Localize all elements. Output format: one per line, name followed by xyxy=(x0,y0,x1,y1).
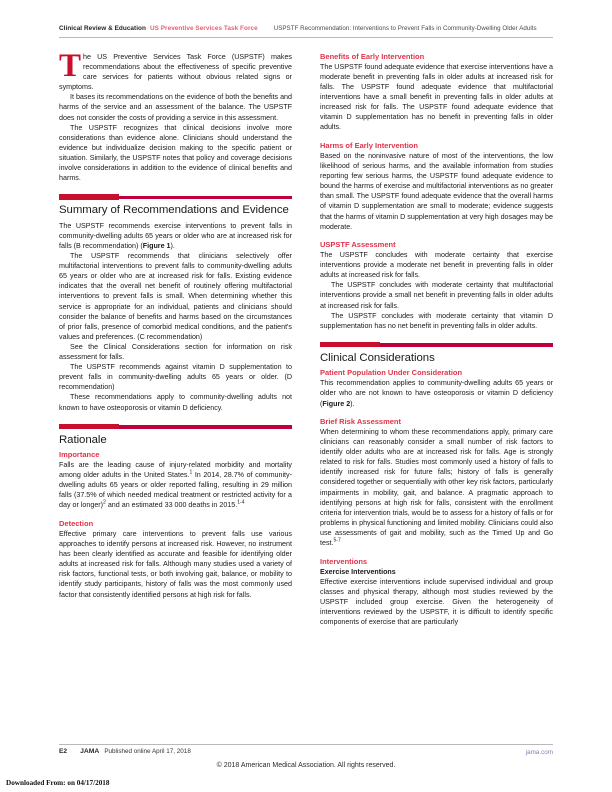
detection-paragraph: Effective primary care interventions to prevent falls use various approaches to identify persons at increased risk. However, no instrument has been clearly identified as accurate and feasible for identifying older adults at increased risk for falls. Although many studies used a variety of risk factors, functional tests, or both involving gait, balance, or mobility to identify study participants, history of falls was the most commonly used factor that consistently identified persons at high risk for falls. xyxy=(59,529,292,599)
running-head-section: Clinical Review & Education xyxy=(59,25,146,32)
summary-paragraph-3: See the Clinical Considerations section for information on risk assessment for falls. xyxy=(59,342,292,362)
benefits-subheading: Benefits of Early Intervention xyxy=(320,52,425,61)
drop-cap: T xyxy=(59,48,82,84)
summary-paragraph-4: The USPSTF recommends against vitamin D supplementation to prevent falls in community-dwelling adults 65 years or older. (D recommendation) xyxy=(59,363,292,392)
rationale-section-rule xyxy=(59,425,292,429)
intro-paragraph-1-text: he US Preventive Services Task Force (USPSTF) makes recommendations about the effectiveness of specific preventive care services for patients without obvious related signs or symptoms. xyxy=(59,53,292,92)
footer-divider xyxy=(59,744,553,745)
clinical-considerations-section-rule xyxy=(320,343,553,347)
patient-population-text-b: ). xyxy=(350,399,355,408)
figure-1-reference[interactable]: Figure 1 xyxy=(142,242,171,250)
intro-paragraph-1 xyxy=(59,48,292,92)
citation-ref-5-7[interactable]: 5-7 xyxy=(333,537,341,544)
figure-2-reference[interactable]: Figure 2 xyxy=(322,399,351,408)
importance-text-a: Falls are the leading cause of injury-related morbidity and mortality among older adults in the United States. xyxy=(59,461,292,480)
assessment-paragraph-2: The USPSTF concludes with moderate certainty that multifactorial interventions provide a small net benefit in preventing falls in older adults at increased risk for falls. xyxy=(320,281,553,310)
footer-website-link[interactable]: jama.com xyxy=(525,748,553,756)
summary-section-heading: Summary of Recommendations and Evidence xyxy=(59,204,289,217)
importance-paragraph xyxy=(59,460,292,510)
intro-paragraph-3: The USPSTF recognizes that clinical decisions involve more considerations than evidence alone. Clinicians should understand the evidence but individualize decision making to the specific patient or situation. Similarly, the USPSTF notes that policy and coverage decisions involve considerations in addition to the evidence of clinical benefits and harms. xyxy=(59,123,292,183)
interventions-subheading: Interventions xyxy=(320,556,368,566)
brief-risk-assessment-text: When determining to whom these recommendations apply, primary care clinicians can reasonably consider a small number of risk factors to identify older adults who are at increased risk for falls. Age is strongly related to risk for falls. Studies most commonly used a history of falls to identify increased risk for future falls; history of falls is generally considered together or sequentially with other key risk factors, particularly impairments in mobility, gait, and balance. A pragmatic approach to identifying persons at high risk for falls, consistent with the enrollment criteria for intervention trials, would be to assess for a history of falls or for problems in physical functioning and limited mobility. Clinicians could also use assessments of gait and mobility, such as the Timed Up and Go test. xyxy=(320,427,553,548)
running-head-divider xyxy=(59,37,553,38)
downloaded-from-stamp: Downloaded From: on 04/17/2018 xyxy=(6,779,110,787)
brief-risk-assessment-subheading: Brief Risk Assessment xyxy=(320,417,402,427)
detection-subheading: Detection xyxy=(59,519,94,529)
harms-subheading: Harms of Early Intervention xyxy=(320,141,418,151)
citation-ref-1[interactable]: 1 xyxy=(189,469,193,476)
citation-ref-1-4[interactable]: 1-4 xyxy=(237,500,245,507)
assessment-paragraph-3: The USPSTF concludes with moderate certainty that vitamin D supplementation has no net benefit in preventing falls in older adults. xyxy=(320,311,553,330)
clinical-considerations-heading: Clinical Considerations xyxy=(320,351,435,364)
footer-publication-date: Published online April 17, 2018 xyxy=(104,748,191,755)
right-column xyxy=(320,52,553,627)
summary-paragraph-1-text-b: ). xyxy=(170,242,175,250)
footer-journal-name: JAMA xyxy=(80,748,100,755)
exercise-interventions-subheading: Exercise Interventions xyxy=(320,567,396,576)
page-footer xyxy=(59,748,553,755)
importance-subheading: Importance xyxy=(59,450,100,460)
summary-paragraph-2: The USPSTF recommends that clinicians selectively offer multifactorial interventions to prevent falls to community-dwelling adults 65 years or older who are at increased risk for falls. Existing evidence indicates that the overall net benefit of routinely offering multifactorial interventions to prevent falls is small. When determining whether this service is appropriate for an individual, patients and clinicians should consider the balance of benefits and harms based on the circumstances of prior falls, presence of comorbid medical conditions, and the patient's values and preferences. (C recommendation) xyxy=(59,252,292,341)
summary-paragraph-5: These recommendations apply to community-dwelling adults not known to have osteoporosis or vitamin D deficiency. xyxy=(59,393,292,412)
summary-paragraph-1-text-a: The USPSTF recommends exercise interventions to prevent falls in community-dwelling adults 65 years or older who are at increased risk for falls (B recommendation) ( xyxy=(59,221,292,250)
rationale-section-heading: Rationale xyxy=(59,433,107,446)
patient-population-text-a: This recommendation applies to community-dwelling adults 65 years or older who are not known to have osteoporosis or vitamin D deficiency ( xyxy=(320,379,553,408)
copyright-notice: © 2018 American Medical Association. All rights reserved. xyxy=(216,762,396,769)
benefits-paragraph: The USPSTF found adequate evidence that exercise interventions have a moderate benefit in preventing falls in older adults at increased risk for falls. The USPSTF found adequate evidence that multifactorial interventions have a small benefit in preventing falls in older adults at increased risk for falls. The USPSTF found adequate evidence that vitamin D supplementation has no benefit in preventing falls in older adults. xyxy=(320,62,554,132)
footer-page-number: E2 xyxy=(59,748,68,755)
citation-ref-2[interactable]: 2 xyxy=(103,500,106,507)
assessment-paragraph-1: The USPSTF concludes with moderate certainty that exercise interventions provide a moderate net benefit in preventing falls in older adults at increased risk for falls. xyxy=(320,251,553,280)
summary-paragraph-1 xyxy=(59,221,292,251)
brief-risk-assessment-paragraph xyxy=(320,427,553,548)
running-head xyxy=(59,25,553,32)
intro-paragraph-2: It bases its recommendations on the evidence of both the benefits and harms of the service and an assessment of the balance. The USPSTF does not consider the costs of providing a service in this assessment. xyxy=(59,93,292,122)
patient-population-subheading: Patient Population Under Consideration xyxy=(320,368,463,378)
summary-section-rule xyxy=(59,196,292,200)
running-head-series: US Preventive Services Task Force xyxy=(149,25,258,32)
uspstf-assessment-subheading: USPSTF Assessment xyxy=(320,240,396,250)
importance-text-b: In 2014, 28.7% of community-dwelling adults 65 years or older reported falling, resulting in 29 million falls (37.5% of which needed medical treatment or restricted activity for a day or longer) xyxy=(59,471,292,510)
patient-population-paragraph xyxy=(320,378,553,408)
left-column xyxy=(59,48,292,600)
exercise-interventions-paragraph: Effective exercise interventions include supervised individual and group classes and physical therapy, although most studies reviewed by the USPSTF included group exercise. Given the heterogeneity of interventions reviewed by the USPSTF, it is difficult to identify specific components of exercise that are particularly xyxy=(320,577,553,627)
running-head-article-title: USPSTF Recommendation: Interventions to Prevent Falls in Community-Dwelling Older Adults xyxy=(273,25,537,32)
harms-paragraph: Based on the noninvasive nature of most of the interventions, the low likelihood of serious harms, and the available information from studies reporting few serious harms, the USPSTF found adequate evidence to bound the harms of exercise and multifactorial interventions as no greater than small. The USPSTF found adequate evidence that the overall harms of vitamin D supplementation are small to moderate; evidence suggests that the harms of vitamin D supplementation at very high dosages may be moderate. xyxy=(320,151,553,231)
importance-text-c: and an estimated 33 000 deaths in 2015. xyxy=(105,501,238,510)
